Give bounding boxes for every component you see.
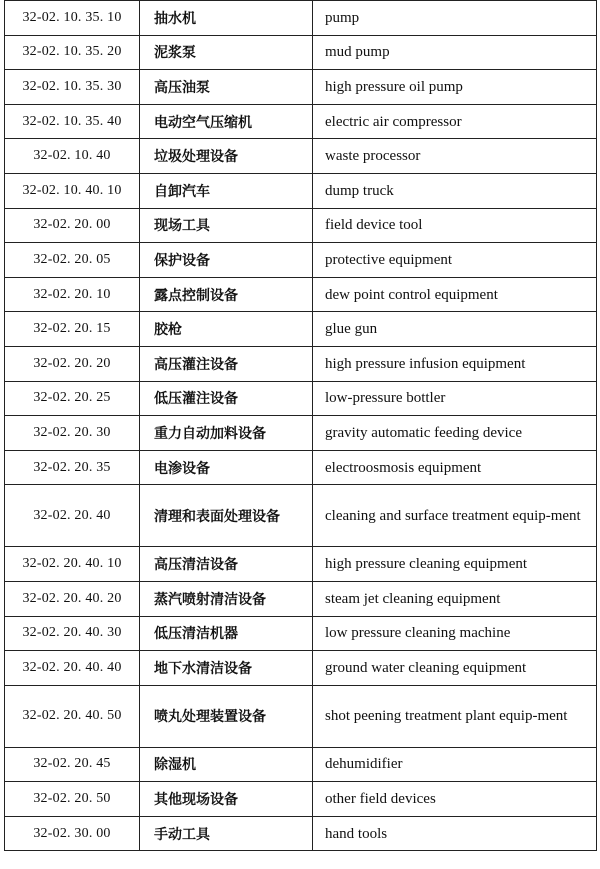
table-row [5, 139, 597, 174]
english-name-cell: electric air compressor [313, 104, 597, 139]
english-name-cell: mud pump [313, 35, 597, 70]
code-cell: 32-02. 10. 40. 10 [5, 173, 140, 208]
english-name-cell: high pressure cleaning equipment [313, 547, 597, 582]
table-row [5, 173, 597, 208]
table-row [5, 208, 597, 243]
table-row [5, 35, 597, 70]
chinese-name-cell: 电动空气压缩机 [140, 104, 313, 139]
code-cell: 32-02. 20. 15 [5, 312, 140, 347]
code-cell: 32-02. 20. 25 [5, 381, 140, 416]
chinese-name-cell: 蒸汽喷射清洁设备 [140, 581, 313, 616]
table-row [5, 346, 597, 381]
table-row [5, 485, 597, 547]
table-row [5, 1, 597, 36]
table-row [5, 70, 597, 105]
english-name-cell: dump truck [313, 173, 597, 208]
code-cell: 32-02. 30. 00 [5, 816, 140, 851]
code-cell: 32-02. 20. 40. 50 [5, 685, 140, 747]
table-row [5, 685, 597, 747]
english-name-cell: glue gun [313, 312, 597, 347]
code-cell: 32-02. 20. 50 [5, 782, 140, 817]
table-row [5, 450, 597, 485]
table-row [5, 782, 597, 817]
chinese-name-cell: 低压灌注设备 [140, 381, 313, 416]
chinese-name-cell: 高压油泵 [140, 70, 313, 105]
chinese-name-cell: 垃圾处理设备 [140, 139, 313, 174]
english-name-cell: high pressure infusion equipment [313, 346, 597, 381]
chinese-name-cell: 高压灌注设备 [140, 346, 313, 381]
chinese-name-cell: 电渗设备 [140, 450, 313, 485]
english-name-cell: low-pressure bottler [313, 381, 597, 416]
english-name-cell: steam jet cleaning equipment [313, 581, 597, 616]
table-row [5, 816, 597, 851]
table-row [5, 104, 597, 139]
english-name-cell: other field devices [313, 782, 597, 817]
english-name-cell: hand tools [313, 816, 597, 851]
chinese-name-cell: 低压清洁机器 [140, 616, 313, 651]
english-name-cell: high pressure oil pump [313, 70, 597, 105]
english-name-cell: protective equipment [313, 243, 597, 278]
code-cell: 32-02. 10. 35. 20 [5, 35, 140, 70]
english-name-cell: pump [313, 1, 597, 36]
chinese-name-cell: 现场工具 [140, 208, 313, 243]
table-row [5, 312, 597, 347]
english-name-cell: low pressure cleaning machine [313, 616, 597, 651]
chinese-name-cell: 手动工具 [140, 816, 313, 851]
chinese-name-cell: 抽水机 [140, 1, 313, 36]
english-name-cell: shot peening treatment plant equip-ment [313, 685, 597, 747]
chinese-name-cell: 喷丸处理装置设备 [140, 685, 313, 747]
code-cell: 32-02. 20. 40. 40 [5, 651, 140, 686]
english-name-cell: waste processor [313, 139, 597, 174]
chinese-name-cell: 保护设备 [140, 243, 313, 278]
table-row [5, 747, 597, 782]
chinese-name-cell: 泥浆泵 [140, 35, 313, 70]
code-cell: 32-02. 10. 35. 10 [5, 1, 140, 36]
chinese-name-cell: 胶枪 [140, 312, 313, 347]
chinese-name-cell: 地下水清洁设备 [140, 651, 313, 686]
english-name-cell: electroosmosis equipment [313, 450, 597, 485]
code-cell: 32-02. 20. 30 [5, 416, 140, 451]
table-row [5, 616, 597, 651]
english-name-cell: field device tool [313, 208, 597, 243]
code-cell: 32-02. 20. 40. 20 [5, 581, 140, 616]
table-row [5, 381, 597, 416]
chinese-name-cell: 高压清洁设备 [140, 547, 313, 582]
code-cell: 32-02. 10. 35. 30 [5, 70, 140, 105]
table-row [5, 581, 597, 616]
chinese-name-cell: 自卸汽车 [140, 173, 313, 208]
table-row [5, 547, 597, 582]
english-name-cell: dew point control equipment [313, 277, 597, 312]
english-name-cell: dehumidifier [313, 747, 597, 782]
code-cell: 32-02. 20. 10 [5, 277, 140, 312]
table-row [5, 416, 597, 451]
code-cell: 32-02. 20. 05 [5, 243, 140, 278]
code-cell: 32-02. 20. 40 [5, 485, 140, 547]
english-name-cell: ground water cleaning equipment [313, 651, 597, 686]
code-cell: 32-02. 20. 40. 30 [5, 616, 140, 651]
code-cell: 32-02. 10. 35. 40 [5, 104, 140, 139]
english-name-cell: gravity automatic feeding device [313, 416, 597, 451]
code-cell: 32-02. 20. 00 [5, 208, 140, 243]
chinese-name-cell: 清理和表面处理设备 [140, 485, 313, 547]
english-name-cell: cleaning and surface treatment equip-ment [313, 485, 597, 547]
classification-table [4, 0, 597, 851]
table-row [5, 651, 597, 686]
code-cell: 32-02. 10. 40 [5, 139, 140, 174]
chinese-name-cell: 重力自动加料设备 [140, 416, 313, 451]
code-cell: 32-02. 20. 45 [5, 747, 140, 782]
code-cell: 32-02. 20. 40. 10 [5, 547, 140, 582]
table-row [5, 243, 597, 278]
code-cell: 32-02. 20. 20 [5, 346, 140, 381]
table-row [5, 277, 597, 312]
chinese-name-cell: 除湿机 [140, 747, 313, 782]
chinese-name-cell: 露点控制设备 [140, 277, 313, 312]
code-cell: 32-02. 20. 35 [5, 450, 140, 485]
chinese-name-cell: 其他现场设备 [140, 782, 313, 817]
